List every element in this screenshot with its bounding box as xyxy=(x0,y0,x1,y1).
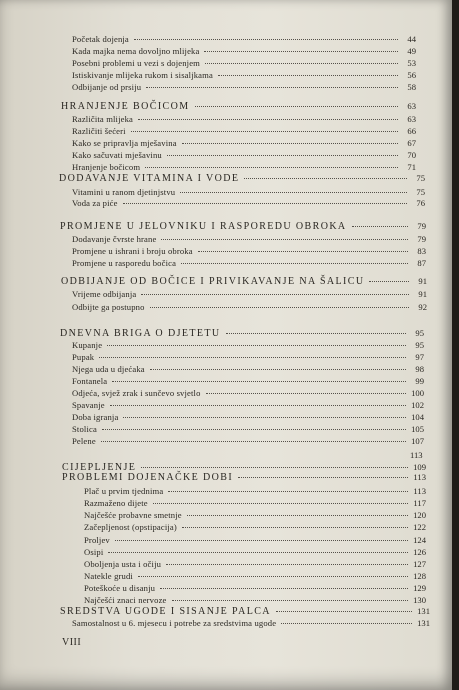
dot-leader xyxy=(161,239,408,240)
toc-page-number: 70 xyxy=(407,150,416,160)
toc-entry-title: Proljev xyxy=(84,535,110,545)
toc-page-number: 92 xyxy=(418,302,427,312)
toc-entry-title: Stolica xyxy=(72,424,97,434)
toc-subentry xyxy=(84,486,426,496)
toc-subentry xyxy=(72,82,416,92)
dot-leader xyxy=(204,51,398,52)
toc-entry-title: Začepljenost (opstipacija) xyxy=(84,522,177,532)
dot-leader xyxy=(166,564,408,565)
toc-subentry xyxy=(72,618,430,628)
toc-page-number: 58 xyxy=(407,82,416,92)
toc-section-entry xyxy=(62,472,426,483)
toc-page-number: 113 xyxy=(413,472,426,482)
dot-leader xyxy=(115,540,408,541)
toc-subentry xyxy=(84,510,426,520)
dot-leader xyxy=(150,369,406,370)
dot-leader xyxy=(150,307,409,308)
toc-subentry xyxy=(84,498,426,508)
dot-leader xyxy=(244,178,407,179)
dot-leader xyxy=(172,600,408,601)
toc-entry-title: Različita mlijeka xyxy=(72,114,134,124)
dot-leader xyxy=(369,281,409,282)
toc-page-number: 130 xyxy=(413,595,426,605)
toc-subentry xyxy=(72,352,424,362)
dot-leader xyxy=(281,623,412,624)
toc-entry-title: Plač u prvim tjednima xyxy=(84,486,164,496)
toc-subentry xyxy=(72,114,416,124)
toc-entry-title: Odjeća, svjež zrak i sunčevo svjetlo xyxy=(72,388,201,398)
toc-subentry xyxy=(72,234,426,244)
dot-leader xyxy=(182,527,408,528)
toc-entry-title: DNEVNA BRIGA O DJETETU xyxy=(60,328,221,339)
toc-page-number: 56 xyxy=(407,70,416,80)
dot-leader xyxy=(153,503,408,504)
toc-entry-title: Vrijeme odbijanja xyxy=(72,289,137,299)
toc-entry-title: Početak dojenja xyxy=(72,34,129,44)
dot-leader xyxy=(168,491,408,492)
dot-leader xyxy=(187,515,408,516)
dot-leader xyxy=(102,429,406,430)
toc-subentry xyxy=(84,571,426,581)
toc-page-number: 131 xyxy=(417,606,430,616)
toc-page-number: 98 xyxy=(415,364,424,374)
dot-leader xyxy=(352,226,408,227)
dot-leader xyxy=(226,333,406,334)
toc-page-number: 79 xyxy=(417,221,426,231)
toc-page-number: 66 xyxy=(407,126,416,136)
toc-page-number: 67 xyxy=(407,138,416,148)
dot-leader xyxy=(146,87,398,88)
toc-entry-title: HRANJENJE BOČICOM xyxy=(61,101,190,112)
toc-page-number: 44 xyxy=(407,34,416,44)
toc-subentry xyxy=(72,138,416,148)
dot-leader xyxy=(181,263,408,264)
toc-page-number: 129 xyxy=(413,583,426,593)
dot-leader xyxy=(131,131,398,132)
toc-page-number: 117 xyxy=(413,498,426,508)
toc-page-number: 76 xyxy=(416,198,425,208)
toc-entry-title: Promjene u ishrani i broju obroka xyxy=(72,246,193,256)
toc-subentry xyxy=(72,340,424,350)
dot-leader xyxy=(160,588,408,589)
toc-subentry xyxy=(84,583,426,593)
toc-entry-title: DODAVANJE VITAMINA I VODE xyxy=(59,173,240,184)
toc-section-entry xyxy=(61,101,416,112)
dot-leader xyxy=(206,393,406,394)
toc-subentry xyxy=(72,376,424,386)
dot-leader xyxy=(141,294,409,295)
toc-entry-title: Oboljenja usta i očiju xyxy=(84,559,162,569)
dot-leader xyxy=(141,467,408,468)
toc-page-number: 127 xyxy=(413,559,426,569)
toc-page-number: 124 xyxy=(413,535,426,545)
toc-entry-title: Dodavanje čvrste hrane xyxy=(72,234,157,244)
toc-page-number: 126 xyxy=(413,547,426,557)
toc-page-number: 109 xyxy=(413,462,426,472)
toc-entry-title: Njega uda u djećaka xyxy=(72,364,145,374)
dot-leader xyxy=(134,39,398,40)
toc-section-entry xyxy=(60,328,424,339)
toc-section-entry xyxy=(59,173,425,184)
dot-leader xyxy=(123,203,407,204)
toc-subentry xyxy=(72,436,424,446)
toc-subentry xyxy=(84,535,426,545)
toc-subentry xyxy=(72,187,425,197)
toc-subentry xyxy=(72,424,424,434)
toc-page-number: 131 xyxy=(417,618,430,628)
toc-subentry xyxy=(84,595,426,605)
toc-entry-title: Najčešće probavne smetnje xyxy=(84,510,182,520)
toc-entry-title: Posebni problemi u vezi s dojenjem xyxy=(72,58,201,68)
toc-page-number: 63 xyxy=(407,101,416,111)
toc-subentry xyxy=(72,150,416,160)
toc-entry-title: Vitamini u ranom djetinjstvu xyxy=(72,187,176,197)
toc-section-entry xyxy=(61,276,427,287)
toc-subentry xyxy=(72,246,426,256)
toc-subentry xyxy=(72,302,427,312)
toc-page-number: 75 xyxy=(416,187,425,197)
toc-page-number: 102 xyxy=(411,400,424,410)
toc-page-number: 113 xyxy=(413,486,426,496)
page-footer-numeral: VIII xyxy=(62,637,82,648)
toc-page-number: 87 xyxy=(417,258,426,268)
toc-page-number: 71 xyxy=(407,162,416,172)
dot-leader xyxy=(238,477,408,478)
toc-entry-title: Razmaženo dijete xyxy=(84,498,148,508)
toc-page-number: 104 xyxy=(411,412,424,422)
toc-page-number: 83 xyxy=(417,246,426,256)
toc-entry-title: Spavanje xyxy=(72,400,105,410)
toc-page-number: 105 xyxy=(411,424,424,434)
toc-entry-title: Odbijanje od prsiju xyxy=(72,82,142,92)
toc-entry-title: Poteškoće u disanju xyxy=(84,583,156,593)
toc-entry-title: Osipi xyxy=(84,547,104,557)
toc-entry-title: Promjene u rasporedu bočica xyxy=(72,258,177,268)
dot-leader xyxy=(205,63,398,64)
toc-subentry xyxy=(72,388,424,398)
toc-entry-title: Kako se pripravlja mješavina xyxy=(72,138,177,148)
toc-entry-title: SREDSTVA UGODE I SISANJE PALCA xyxy=(60,606,271,617)
dot-leader xyxy=(123,417,406,418)
dot-leader xyxy=(218,75,398,76)
toc-page-number: 91 xyxy=(418,276,427,286)
toc-page-number: 107 xyxy=(411,436,424,446)
toc-subentry xyxy=(72,258,426,268)
toc-subentry xyxy=(84,559,426,569)
toc-section-entry xyxy=(60,606,430,617)
dot-leader xyxy=(108,552,408,553)
toc-entry-title: Kada majka nema dovoljno mlijeka xyxy=(72,46,200,56)
toc-page-number: 97 xyxy=(415,352,424,362)
toc-entry-title: PROMJENE U JELOVNIKU I RASPOREDU OBROKA xyxy=(60,221,347,232)
toc-entry-title: Kupanje xyxy=(72,340,103,350)
toc-page-number: 122 xyxy=(413,522,426,532)
toc-entry-title: Samostalnost u 6. mjesecu i potrebe za sredstvima ugode xyxy=(72,618,277,628)
toc-entry-title: ODBIJANJE OD BOČICE I PRIVIKAVANJE NA ŠALICU xyxy=(61,276,365,287)
dot-leader xyxy=(167,155,398,156)
dot-leader xyxy=(99,357,406,358)
toc-subentry xyxy=(72,126,416,136)
toc-entry-title: PROBLEMI DOJENAČKE DOBI xyxy=(62,472,234,483)
toc-page-number: 49 xyxy=(407,46,416,56)
page-number: 113 xyxy=(410,450,423,460)
dot-leader xyxy=(138,576,408,577)
dot-leader xyxy=(101,441,406,442)
toc-entry-title: Najčešći znaci nervoze xyxy=(84,595,167,605)
toc-subentry xyxy=(72,162,416,172)
toc-subentry xyxy=(72,58,416,68)
toc-page-number: 95 xyxy=(415,340,424,350)
toc-entry-title: Pupak xyxy=(72,352,95,362)
toc-page-number: 120 xyxy=(413,510,426,520)
toc-entry-title: CIJEPLJENJE xyxy=(62,462,137,473)
dot-leader xyxy=(198,251,408,252)
toc-entry-title: Odbijte ga postupno xyxy=(72,302,145,312)
toc-page-number: 63 xyxy=(407,114,416,124)
toc-subentry xyxy=(72,46,416,56)
dot-leader xyxy=(112,381,406,382)
toc-subentry xyxy=(72,364,424,374)
toc-subentry xyxy=(72,198,425,208)
toc-subentry xyxy=(72,400,424,410)
toc-subentry xyxy=(72,70,416,80)
dot-leader xyxy=(138,119,398,120)
toc-entry-title: Fontanela xyxy=(72,376,108,386)
toc-subentry xyxy=(84,522,426,532)
toc-page-number: 99 xyxy=(415,376,424,386)
toc-page-number: 53 xyxy=(407,58,416,68)
toc-entry-title: Različiti šećeri xyxy=(72,126,126,136)
dot-leader xyxy=(180,192,407,193)
toc-subentry xyxy=(72,412,424,422)
toc-page-number: 75 xyxy=(416,173,425,183)
toc-section-entry xyxy=(60,221,426,232)
toc-page-number: 128 xyxy=(413,571,426,581)
toc-entry-title: Hranjenje bočicom xyxy=(72,162,141,172)
toc-page-number: 100 xyxy=(411,388,424,398)
toc-entry-title: Natekle grudi xyxy=(84,571,133,581)
toc-subentry xyxy=(72,289,427,299)
toc-entry-title: Doba igranja xyxy=(72,412,119,422)
toc-subentry xyxy=(84,547,426,557)
dot-leader xyxy=(276,611,412,612)
toc-entry-title: Istiskivanje mlijeka rukom i sisaljkama xyxy=(72,70,213,80)
toc-entry-title: Voda za piće xyxy=(72,198,118,208)
toc-subentry xyxy=(72,34,416,44)
dot-leader xyxy=(107,345,406,346)
dot-leader xyxy=(195,106,398,107)
toc-page-number: 95 xyxy=(415,328,424,338)
dot-leader xyxy=(110,405,406,406)
toc-entry-title: Kako sačuvati mješavinu xyxy=(72,150,162,160)
toc-page-number: 91 xyxy=(418,289,427,299)
dot-leader xyxy=(145,167,398,168)
toc-entry-title: Pelene xyxy=(72,436,96,446)
toc-page-number: 79 xyxy=(417,234,426,244)
dot-leader xyxy=(182,143,398,144)
